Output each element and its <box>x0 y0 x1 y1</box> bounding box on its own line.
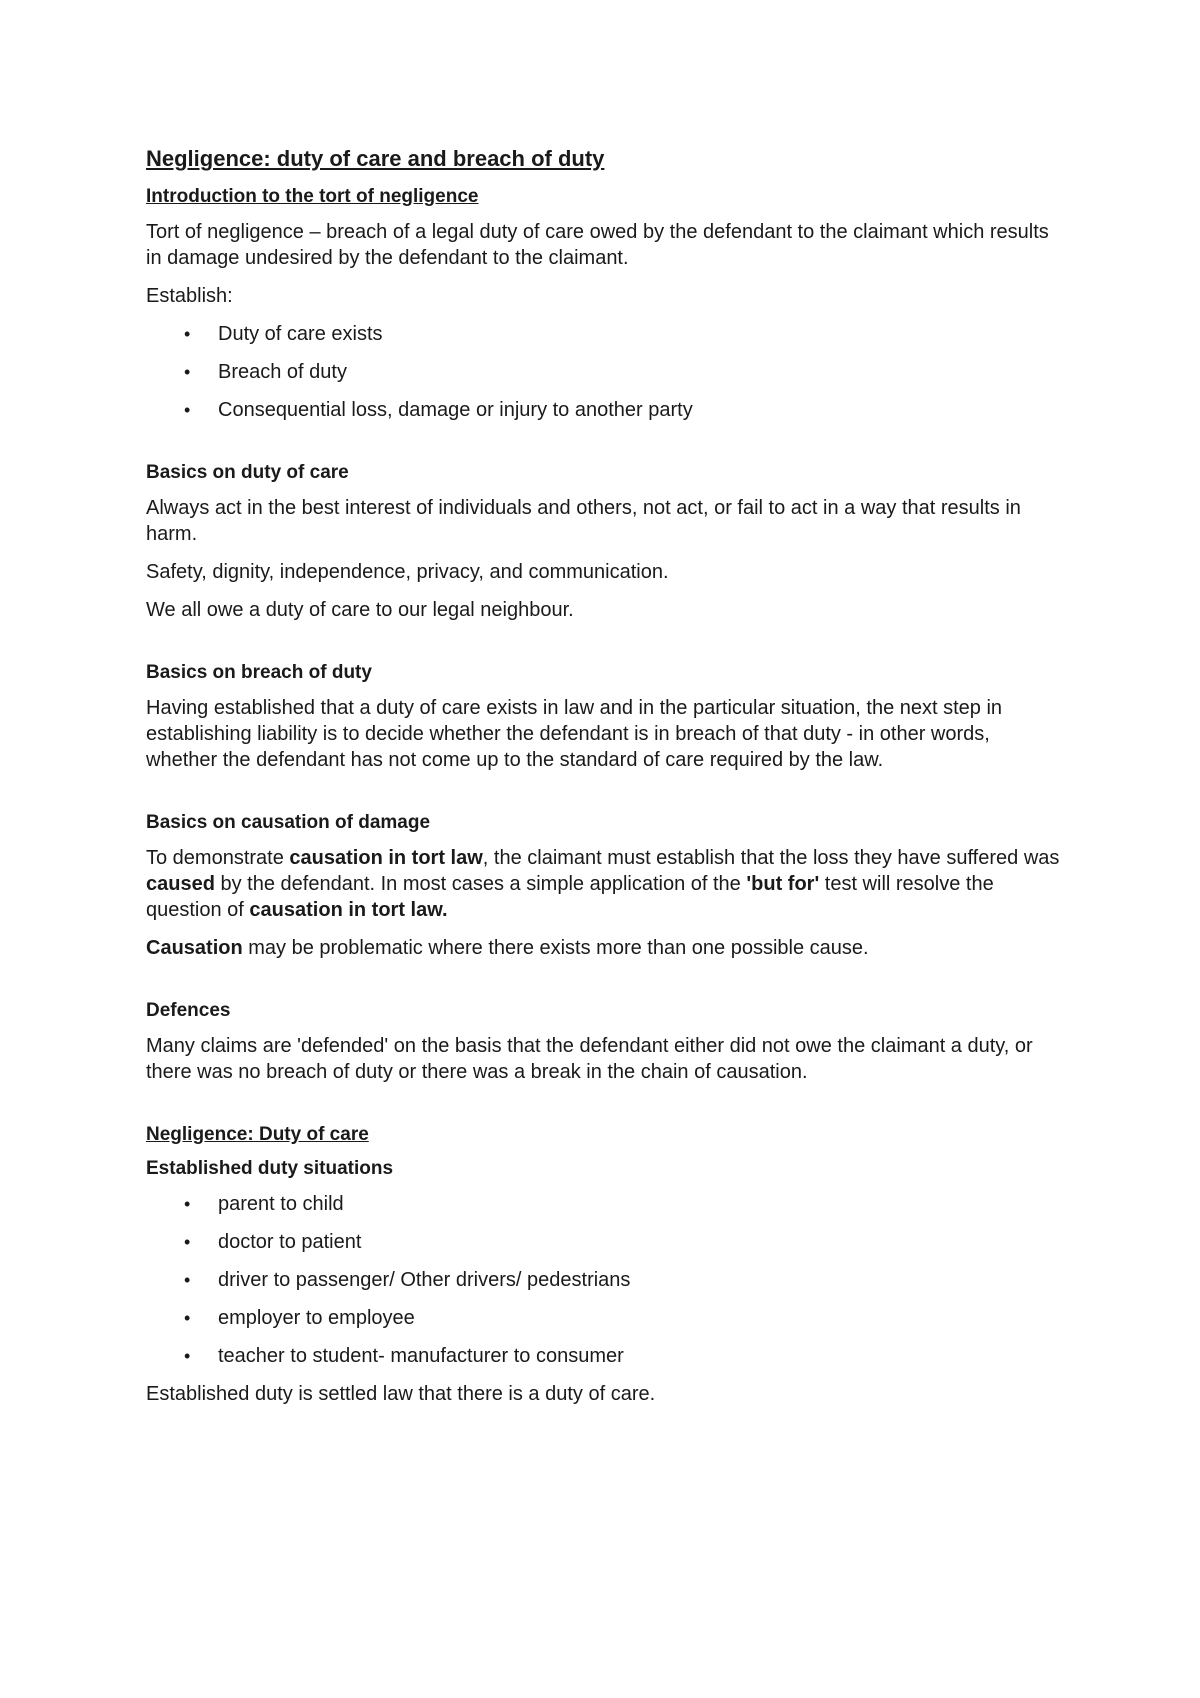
establish-list <box>146 321 1066 423</box>
breach-basics-heading: Basics on breach of duty <box>146 662 372 683</box>
duty-basics-paragraph: Always act in the best interest of individuals and others, not act, or fail to act in a way that results in harm. <box>146 497 1021 545</box>
bullet-icon: • <box>184 1194 191 1214</box>
establish-label: Establish: <box>146 285 233 307</box>
document-body <box>146 145 1066 1419</box>
document-title: Negligence: duty of care and breach of duty <box>146 146 605 171</box>
bullet-icon: • <box>184 400 191 420</box>
spacer <box>146 635 1066 661</box>
spacer <box>146 785 1066 811</box>
list-item: • Consequential loss, damage or injury to another party <box>184 399 693 421</box>
defences-heading: Defences <box>146 1000 231 1021</box>
bullet-icon: • <box>184 1270 191 1290</box>
bullet-icon: • <box>184 1346 191 1366</box>
list-item: • Breach of duty <box>184 361 347 383</box>
established-duty-heading: Established duty situations <box>146 1158 394 1179</box>
duty-basics-heading: Basics on duty of care <box>146 462 349 483</box>
negligence-definition: Tort of negligence – breach of a legal duty of care owed by the defendant to the claimant which results in damage undesired by the defendant to the claimant. <box>146 221 1049 269</box>
established-duty-list <box>146 1191 1066 1369</box>
causation-paragraph: To demonstrate causation in tort law, the claimant must establish that the loss they have suffered was caused by the defendant. In most cases a simple application of the 'but for' test will resolve the question of causation in tort law. <box>146 847 1060 921</box>
causation-basics-heading: Basics on causation of damage <box>146 812 431 833</box>
list-item: • driver to passenger/ Other drivers/ pedestrians <box>184 1269 631 1291</box>
breach-basics-paragraph: Having established that a duty of care exists in law and in the particular situation, the next step in establishing liability is to decide whether the defendant is in breach of that duty - in other words, whether the defendant has not come up to the standard of care required by the law. <box>146 697 1003 771</box>
causation-problem-paragraph: Causation may be problematic where there exists more than one possible cause. <box>146 937 869 959</box>
spacer <box>146 973 1066 999</box>
defences-paragraph: Many claims are 'defended' on the basis that the defendant either did not owe the claimant a duty, or there was no breach of duty or there was a break in the chain of causation. <box>146 1035 1033 1083</box>
list-item: • doctor to patient <box>184 1231 362 1253</box>
spacer <box>146 435 1066 461</box>
bullet-icon: • <box>184 1232 191 1252</box>
list-item: • Duty of care exists <box>184 323 383 345</box>
duty-basics-values: Safety, dignity, independence, privacy, and communication. <box>146 561 669 583</box>
bullet-icon: • <box>184 1308 191 1328</box>
spacer <box>146 1097 1066 1123</box>
bullet-icon: • <box>184 324 191 344</box>
duty-basics-neighbour: We all owe a duty of care to our legal neighbour. <box>146 599 574 621</box>
intro-heading: Introduction to the tort of negligence <box>146 186 479 207</box>
list-item: • parent to child <box>184 1193 344 1215</box>
bullet-icon: • <box>184 362 191 382</box>
established-duty-closing: Established duty is settled law that there is a duty of care. <box>146 1383 656 1405</box>
list-item: • teacher to student- manufacturer to consumer <box>184 1345 624 1367</box>
list-item: • employer to employee <box>184 1307 415 1329</box>
duty-of-care-heading: Negligence: Duty of care <box>146 1124 369 1145</box>
